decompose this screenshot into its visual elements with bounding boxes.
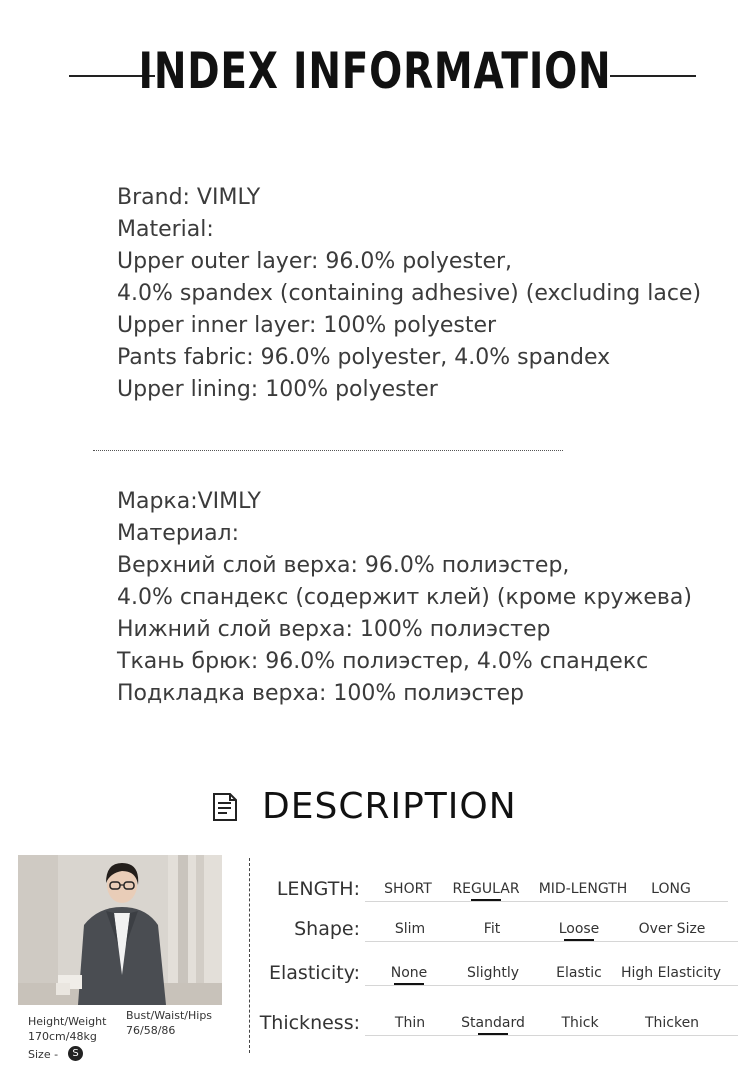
- material-line: Верхний слой верха: 96.0% полиэстер,: [117, 553, 570, 578]
- size-badge: [68, 1046, 83, 1061]
- material-line: Upper lining: 100% polyester: [117, 377, 438, 402]
- attribute-label: Elasticity:: [269, 962, 360, 984]
- attribute-option: Loose: [558, 921, 600, 937]
- attribute-option: REGULAR: [452, 881, 520, 897]
- russian-spec-block: [117, 486, 737, 710]
- material-line: Upper outer layer: 96.0% polyester,: [117, 249, 513, 274]
- attribute-label: LENGTH:: [276, 878, 360, 900]
- attribute-option: Thick: [561, 1015, 599, 1031]
- attribute-option: Fit: [483, 921, 501, 937]
- description-title: DESCRIPTION: [262, 786, 517, 827]
- attribute-option: Elastic: [556, 965, 602, 981]
- attribute-option: Slightly: [466, 965, 520, 981]
- attribute-label: Shape:: [294, 918, 360, 940]
- material-heading: Материал:: [117, 521, 240, 546]
- attribute-option: Thicken: [644, 1015, 700, 1031]
- brand-line: Brand: VIMLY: [117, 185, 261, 210]
- material-line: Нижний слой верха: 100% полиэстер: [117, 617, 551, 642]
- page-title: INDEX INFORMATION: [138, 42, 612, 100]
- attribute-option: SHORT: [384, 881, 432, 897]
- material-heading: Material:: [117, 217, 214, 242]
- attribute-label: Thickness:: [259, 1012, 360, 1034]
- section-divider: [93, 450, 563, 451]
- attribute-option: MID-LENGTH: [538, 881, 628, 897]
- attribute-option: High Elasticity: [621, 965, 721, 981]
- material-line: 4.0% spandex (containing adhesive) (excluding lace): [117, 281, 702, 306]
- row-separator: [365, 985, 738, 986]
- attribute-option: None: [390, 965, 428, 981]
- vertical-divider: [249, 858, 250, 1053]
- row-separator: [365, 901, 728, 902]
- material-line: Ткань брюк: 96.0% полиэстер, 4.0% спандекс: [117, 649, 649, 674]
- row-separator: [365, 941, 738, 942]
- material-line: Upper inner layer: 100% polyester: [117, 313, 497, 338]
- attribute-option: Slim: [394, 921, 426, 937]
- bwh-value: 76/58/86: [126, 1024, 176, 1037]
- material-line: Подкладка верха: 100% полиэстер: [117, 681, 524, 706]
- brand-line: Марка:VIMLY: [117, 489, 261, 514]
- material-line: Pants fabric: 96.0% polyester, 4.0% spandex: [117, 345, 611, 370]
- bwh-label: Bust/Waist/Hips: [126, 1009, 213, 1022]
- material-line: 4.0% спандекс (содержит клей) (кроме кружева): [117, 585, 692, 610]
- size-value: S: [72, 1048, 79, 1059]
- row-separator: [365, 1035, 738, 1036]
- height-weight-label: Height/Weight: [28, 1015, 107, 1028]
- english-spec-block: [117, 182, 737, 406]
- height-weight-value: 170cm/48kg: [28, 1030, 97, 1043]
- size-label: Size -: [28, 1048, 59, 1061]
- attribute-option: Over Size: [638, 921, 706, 937]
- model-photo: [18, 855, 222, 1005]
- attribute-option: Standard: [461, 1015, 525, 1031]
- attribute-option: Thin: [394, 1015, 426, 1031]
- attribute-option: LONG: [651, 881, 691, 897]
- document-icon: [212, 792, 238, 822]
